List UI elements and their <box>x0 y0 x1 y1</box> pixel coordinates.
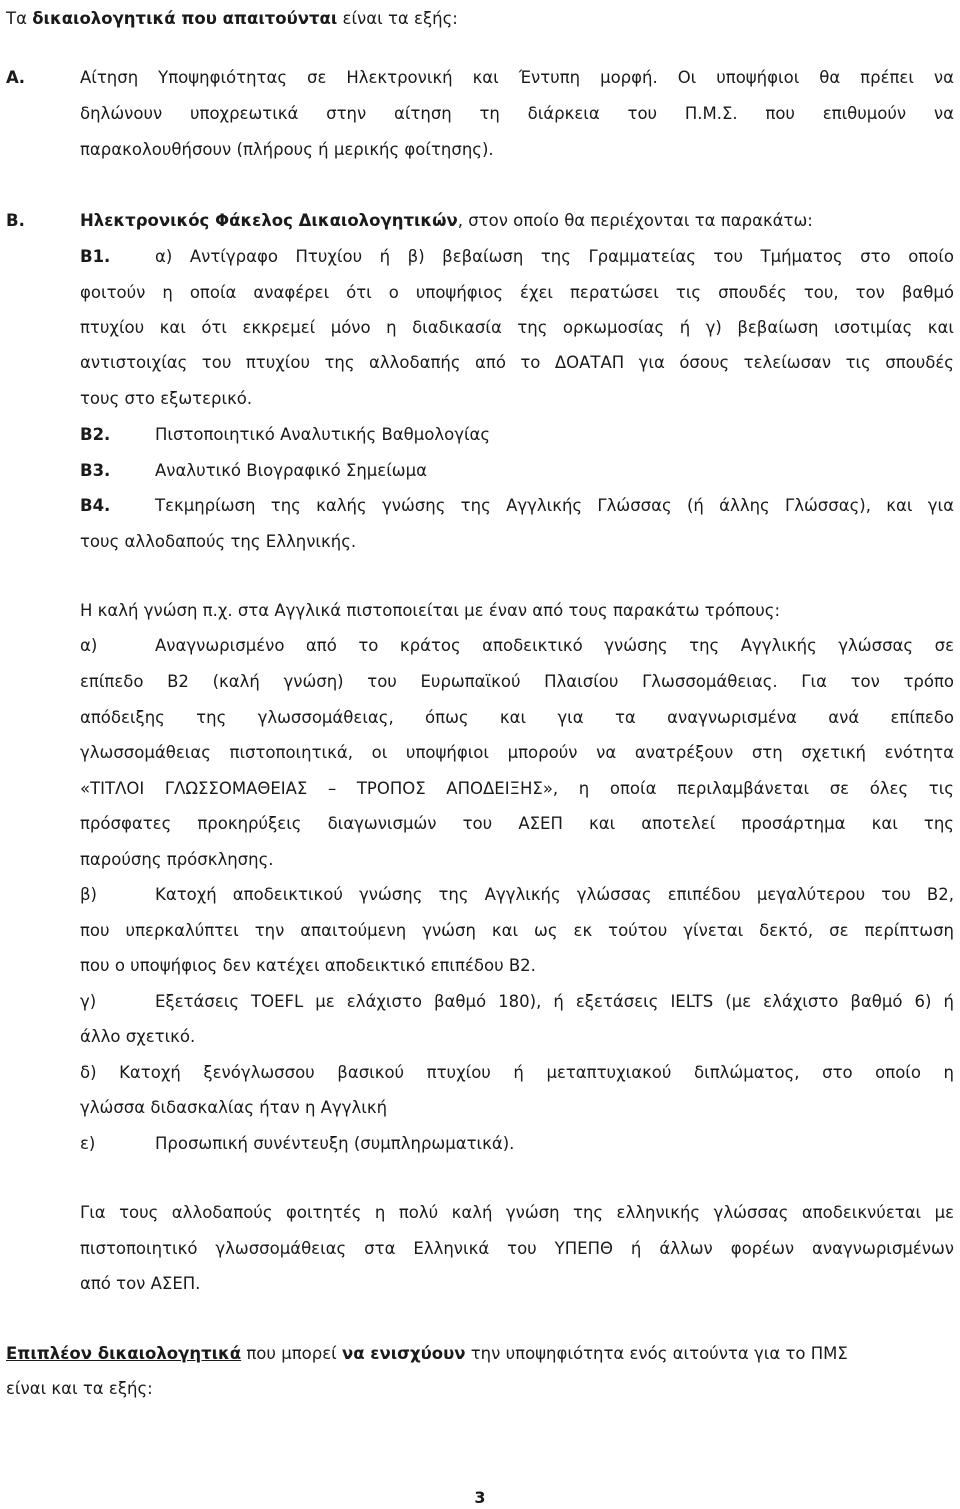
section-b-title: Ηλεκτρονικός Φάκελος Δικαιολογητικών, στον οποίο θα περιέχονται τα παρακάτω: <box>80 211 813 230</box>
b4-line-2: τους αλλοδαπούς της Ελληνικής. <box>80 532 357 551</box>
section-a-line-2: δηλώνουν υποχρεωτικά στην αίτηση τη διάρκεια του Π.Μ.Σ. που επιθυμούν να <box>80 104 954 123</box>
beta-line-2: που υπερκαλύπτει την απαιτούμενη γνώση και ως εκ τούτου γίνεται δεκτό, σε περίπτωση <box>80 921 954 940</box>
epsilon-text: Προσωπική συνέντευξη (συμπληρωματικά). <box>155 1134 515 1153</box>
extra-line-1: Επιπλέον δικαιολογητικά που μπορεί να ενισχύουν την υποψηφιότητα ενός αιτούντα για το ΠΜΣ <box>6 1344 848 1363</box>
alpha-line-2: επίπεδο Β2 (καλή γνώση) του Ευρωπαϊκού Πλαισίου Γλωσσομάθειας. Για τον τρόπο <box>80 672 954 691</box>
b1-line-2: φοιτούν η οποία αναφέρει ότι ο υποψήφιος έχει περατώσει τις σπουδές του, τον βαθμό <box>80 283 954 302</box>
alpha-line-4: γλωσσομάθειας πιστοποιητικά, οι υποψήφιοι μπορούν να ανατρέξουν στη σχετική ενότητα <box>80 743 954 762</box>
b4-line-1: Τεκμηρίωση της καλής γνώσης της Αγγλικής Γλώσσας (ή άλλης Γλώσσας), και για <box>155 496 954 515</box>
beta-label: β) <box>80 885 97 904</box>
intro-bold: δικαιολογητικά που απαιτούνται <box>32 9 338 28</box>
b3-label: Β3. <box>80 461 111 480</box>
foreign-line-1: Για τους αλλοδαπούς φοιτητές η πολύ καλή γνώση της ελληνικής γλώσσας αποδεικνύεται με <box>80 1203 954 1222</box>
b2-label: Β2. <box>80 425 111 444</box>
alpha-line-1: Αναγνωρισμένο από το κράτος αποδεικτικό γνώσης της Αγγλικής γλώσσας σε <box>155 636 954 655</box>
b1-line-5: τους στο εξωτερικό. <box>80 389 253 408</box>
extra-line-2: είναι και τα εξής: <box>6 1379 153 1398</box>
b4-label: Β4. <box>80 496 111 515</box>
gamma-line-2: άλλο σχετικό. <box>80 1027 196 1046</box>
b1-line-4: αντιστοιχίας του πτυχίου της αλλοδαπής από το ΔΟΑΤΑΠ για όσους τελείωσαν τις σπουδές <box>80 353 954 372</box>
delta-line-2: γλώσσα διδασκαλίας ήταν η Αγγλική <box>80 1098 388 1117</box>
intro-line: Τα δικαιολογητικά που απαιτούνται είναι τα εξής: <box>6 9 458 28</box>
alpha-line-6: πρόσφατες προκηρύξεις διαγωνισμών του ΑΣΕΠ και αποτελεί προσάρτημα και της <box>80 814 954 833</box>
beta-line-1: Κατοχή αποδεικτικού γνώσης της Αγγλικής γλώσσας επιπέδου μεγαλύτερου του Β2, <box>155 885 954 904</box>
gamma-line-1: Εξετάσεις TOEFL με ελάχιστο βαθμό 180), ή εξετάσεις IELTS (με ελάχιστο βαθμό 6) ή <box>155 992 954 1011</box>
b1-label: Β1. <box>80 247 111 266</box>
delta-line-1: δ) Κατοχή ξενόγλωσσου βασικού πτυχίου ή μεταπτυχιακού διπλώματος, στο οποίο η <box>80 1063 954 1082</box>
beta-line-3: που ο υποψήφιος δεν κατέχει αποδεικτικό επιπέδου Β2. <box>80 956 536 975</box>
alpha-label: α) <box>80 636 98 655</box>
b1-line-1: α) Αντίγραφο Πτυχίου ή β) βεβαίωση της Γραμματείας του Τμήματος στο οποίο <box>155 247 954 266</box>
english-heading: Η καλή γνώση π.χ. στα Αγγλικά πιστοποιείται με έναν από τους παρακάτω τρόπους: <box>80 601 781 620</box>
gamma-label: γ) <box>80 992 97 1011</box>
foreign-line-3: από τον ΑΣΕΠ. <box>80 1274 201 1293</box>
page-number: 3 <box>474 1488 486 1507</box>
alpha-line-3: απόδειξης της γλωσσομάθειας, όπως και για τα αναγνωρισμένα ανά επίπεδο <box>80 708 954 727</box>
section-b-label: Β. <box>6 211 25 230</box>
b2-text: Πιστοποιητικό Αναλυτικής Βαθμολογίας <box>155 425 491 444</box>
section-a-line-3: παρακολουθήσουν (πλήρους ή μερικής φοίτησης). <box>80 140 494 159</box>
foreign-line-2: πιστοποιητικό γλωσσομάθειας στα Ελληνικά του ΥΠΕΠΘ ή άλλων φορέων αναγνωρισμένων <box>80 1239 954 1258</box>
section-a-label: Α. <box>6 68 26 87</box>
epsilon-label: ε) <box>80 1134 96 1153</box>
alpha-line-7: παρούσης πρόσκλησης. <box>80 850 274 869</box>
b1-line-3: πτυχίου και ότι εκκρεμεί μόνο η διαδικασία της ορκωμοσίας ή γ) βεβαίωση ισοτιμίας και <box>80 318 954 337</box>
alpha-line-5: «ΤΙΤΛΟΙ ΓΛΩΣΣΟΜΑΘΕΙΑΣ – ΤΡΟΠΟΣ ΑΠΟΔΕΙΞΗΣ», η οποία περιλαμβάνεται σε όλες τις <box>80 779 954 798</box>
b3-text: Αναλυτικό Βιογραφικό Σημείωμα <box>155 461 427 480</box>
section-a-line-1: Αίτηση Υποψηφιότητας σε Ηλεκτρονική και Έντυπη μορφή. Οι υποψήφιοι θα πρέπει να <box>80 68 954 87</box>
